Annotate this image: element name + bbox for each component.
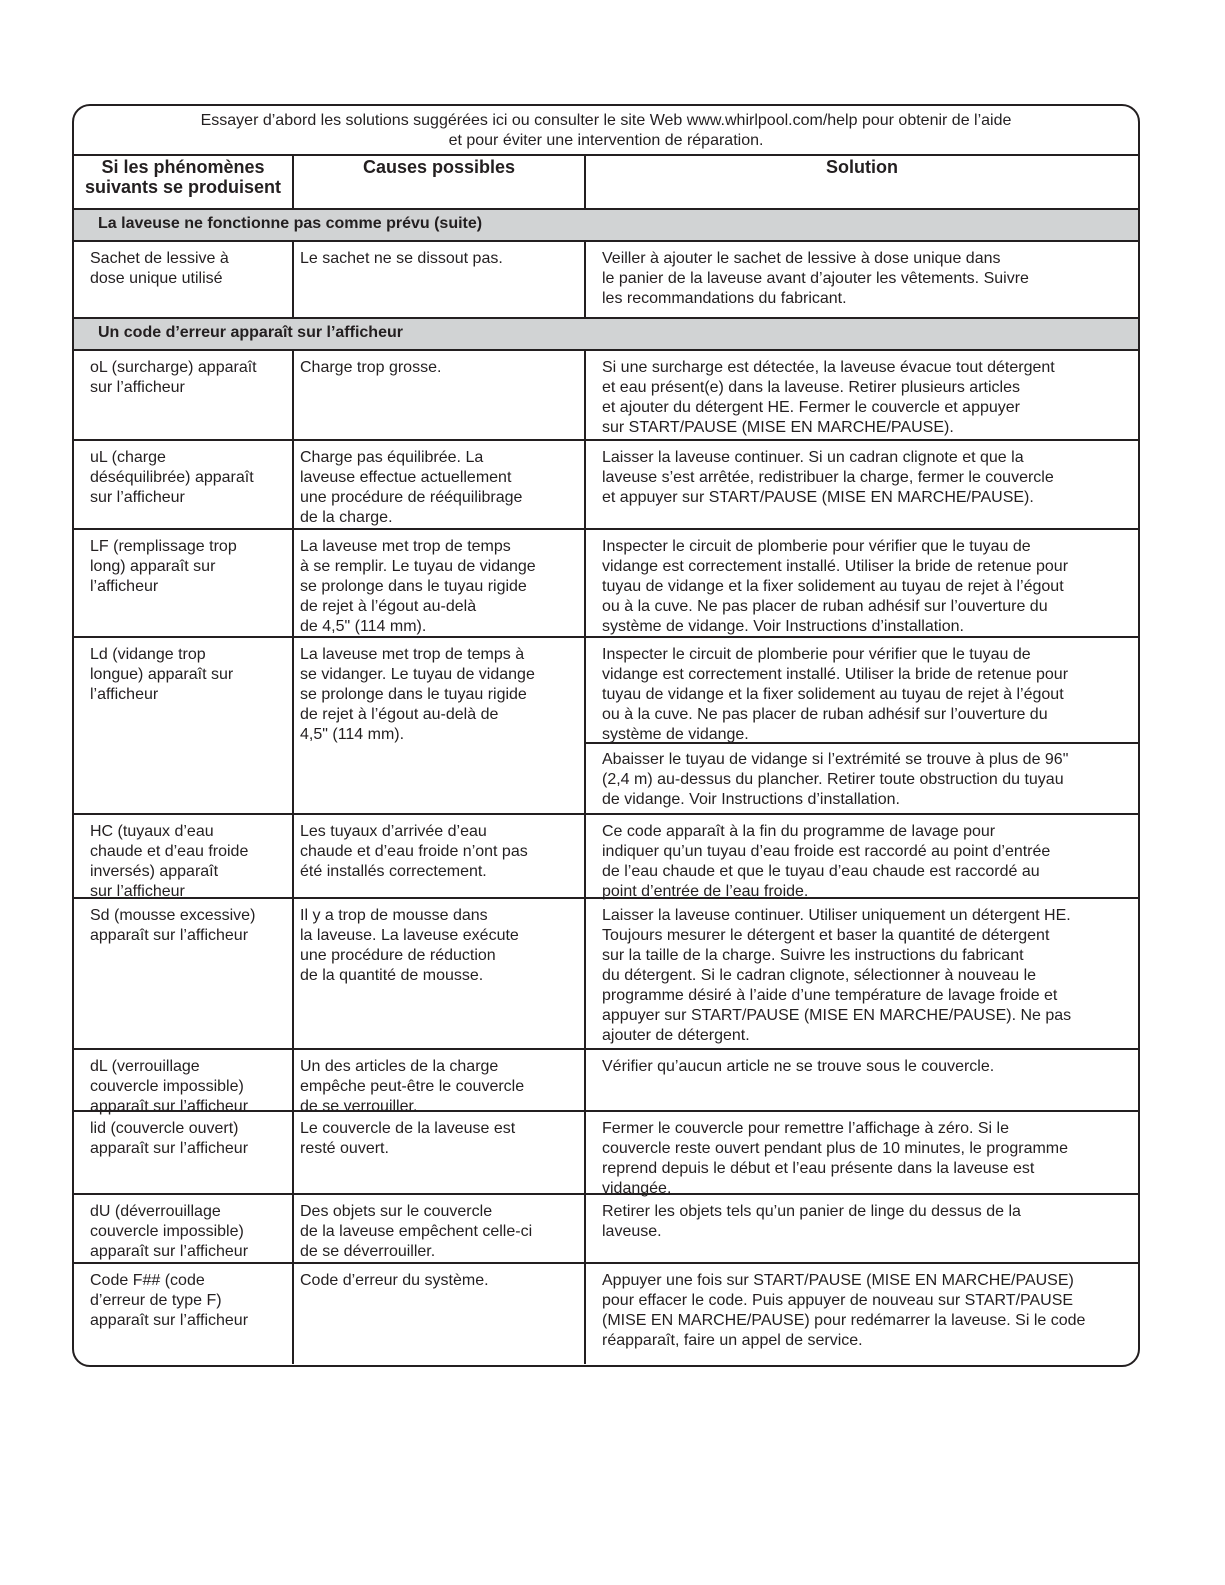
- cause-line: Il y a trop de mousse dans: [300, 907, 488, 924]
- header-symptoms-line-2: suivants se produisent: [84, 177, 282, 197]
- solution-line: et appuyer sur START/PAUSE (MISE EN MARCHE/PAUSE).: [602, 489, 1034, 506]
- cause-line: Des objets sur le couvercle: [300, 1203, 493, 1220]
- cause-line: de rejet à l’égout au-delà de: [300, 706, 499, 723]
- cause-line: Le couvercle de la laveuse est: [300, 1120, 516, 1137]
- symptom-line: l’afficheur: [90, 578, 159, 595]
- symptom-line: sur l’afficheur: [90, 379, 185, 396]
- cause-line: de rejet à l’égout au-delà: [300, 598, 477, 615]
- cause-line: 4,5" (114 mm).: [300, 726, 405, 743]
- table-row: [74, 439, 1138, 528]
- table-row: [74, 528, 1138, 636]
- cause-cell: [294, 1264, 586, 1364]
- solution-block: [602, 906, 1138, 1046]
- header-causes: Causes possibles: [294, 156, 586, 208]
- cause-cell: [294, 1050, 586, 1115]
- solution-line: du détergent. Si le cadran clignote, sélectionner à nouveau le: [602, 967, 1037, 984]
- table-row: [74, 897, 1138, 1048]
- cause-cell: [294, 441, 586, 528]
- solution-cell: [586, 1195, 1138, 1262]
- cause-line: Le sachet ne se dissout pas.: [300, 250, 503, 267]
- symptom-cell: [74, 638, 294, 813]
- solution-line: Inspecter le circuit de plomberie pour vérifier que le tuyau de: [602, 646, 1031, 663]
- intro-line-1: Essayer d’abord les solutions suggérées ici ou consulter le site Web www.whirlpool.com/help pour obtenir de l’aide: [200, 112, 1012, 129]
- table-row: [74, 240, 1138, 317]
- solution-block: [602, 358, 1138, 438]
- table-row: [74, 813, 1138, 900]
- intro-note: [74, 106, 1138, 154]
- symptom-line: dU (déverrouillage: [90, 1203, 221, 1220]
- solution-line: pour effacer le code. Puis appuyer de nouveau sur START/PAUSE: [602, 1292, 1074, 1309]
- solution-cell: [586, 351, 1138, 439]
- solution-line: Ce code apparaît à la fin du programme de lavage pour: [602, 823, 996, 840]
- symptom-cell: [74, 530, 294, 636]
- symptom-line: oL (surcharge) apparaît: [90, 359, 257, 376]
- table-body: [74, 208, 1138, 1364]
- table-row: [74, 1193, 1138, 1262]
- solution-cell: [586, 1112, 1138, 1197]
- solution-line: tuyau de vidange et la fixer solidement au tuyau de rejet à l’égout: [602, 686, 1064, 703]
- cause-line: Charge pas équilibrée. La: [300, 449, 484, 466]
- symptom-line: dose unique utilisé: [90, 270, 223, 287]
- solution-line: le panier de la laveuse avant d’ajouter les vêtements. Suivre: [602, 270, 1029, 287]
- solution-line: réapparaît, faire un appel de service.: [602, 1332, 863, 1349]
- symptom-line: HC (tuyaux d’eau: [90, 823, 214, 840]
- solution-line: point d’entrée de l’eau froide.: [602, 883, 809, 900]
- solution-line: (MISE EN MARCHE/PAUSE) pour redémarrer la laveuse. Si le code: [602, 1312, 1086, 1329]
- symptom-cell: [74, 1264, 294, 1364]
- symptom-line: apparaît sur l’afficheur: [90, 1312, 249, 1329]
- solution-block-secondary: [586, 742, 1138, 810]
- solution-line: sur START/PAUSE (MISE EN MARCHE/PAUSE).: [602, 419, 954, 436]
- cause-line: la laveuse. La laveuse exécute: [300, 927, 519, 944]
- section-heading: Un code d’erreur apparaît sur l’afficheur: [74, 317, 1138, 349]
- symptom-line: lid (couvercle ouvert): [90, 1120, 239, 1137]
- solution-line: et eau présent(e) dans la laveuse. Retirer plusieurs articles: [602, 379, 1020, 396]
- cause-line: de la charge.: [300, 509, 393, 526]
- solution-line: et ajouter du détergent HE. Fermer le couvercle et appuyer: [602, 399, 1020, 416]
- solution-block: [602, 1271, 1138, 1351]
- solution-line: Abaisser le tuyau de vidange si l’extrémité se trouve à plus de 96": [602, 751, 1069, 768]
- solution-cell: [586, 530, 1138, 636]
- solution-block: [602, 1202, 1138, 1242]
- symptom-line: dL (verrouillage: [90, 1058, 200, 1075]
- solution-block: [602, 1057, 1138, 1077]
- symptom-line: LF (remplissage trop: [90, 538, 237, 555]
- cause-line: de la laveuse empêchent celle-ci: [300, 1223, 533, 1240]
- symptom-cell: [74, 815, 294, 900]
- solution-line: laveuse.: [602, 1223, 662, 1240]
- solution-cell: [586, 1050, 1138, 1110]
- symptom-line: Sachet de lessive à: [90, 250, 229, 267]
- solution-line: tuyau de vidange et la fixer solidement au tuyau de rejet à l’égout: [602, 578, 1064, 595]
- cause-cell: [294, 899, 586, 1048]
- solution-line: Si une surcharge est détectée, la laveuse évacue tout détergent: [602, 359, 1055, 376]
- solution-line: sur la taille de la charge. Suivre les instructions du fabricant: [602, 947, 1024, 964]
- solution-cell: [586, 242, 1138, 317]
- solution-line: ou à la cuve. Ne pas placer de ruban adhésif sur l’ouverture du: [602, 706, 1048, 723]
- solution-line: programme désiré à l’aide d’une température de lavage froide et: [602, 987, 1058, 1004]
- symptom-line: l’afficheur: [90, 686, 159, 703]
- solution-block: [602, 822, 1138, 902]
- cause-line: de la quantité de mousse.: [300, 967, 484, 984]
- cause-line: de se verrouiller.: [300, 1098, 418, 1115]
- solution-line: les recommandations du fabricant.: [602, 290, 847, 307]
- solution-cell: [586, 638, 1138, 813]
- cause-line: une procédure de rééquilibrage: [300, 489, 523, 506]
- cause-line: été installés correctement.: [300, 863, 487, 880]
- cause-cell: [294, 815, 586, 897]
- solution-line: vidange est correctement installé. Utiliser la bride de retenue pour: [602, 666, 1069, 683]
- table-row: [74, 1110, 1138, 1197]
- symptom-line: déséquilibrée) apparaît: [90, 469, 254, 486]
- cause-line: se prolonge dans le tuyau rigide: [300, 578, 527, 595]
- cause-line: Charge trop grosse.: [300, 359, 442, 376]
- intro-line-2: et pour éviter une intervention de réparation.: [448, 132, 764, 149]
- cause-line: à se remplir. Le tuyau de vidange: [300, 558, 536, 575]
- cause-line: une procédure de réduction: [300, 947, 496, 964]
- solution-line: Toujours mesurer le détergent et baser la quantité de détergent: [602, 927, 1050, 944]
- cause-line: se prolonge dans le tuyau rigide: [300, 686, 527, 703]
- cause-cell: [294, 351, 586, 439]
- symptom-line: sur l’afficheur: [90, 883, 185, 900]
- cause-line: de se déverrouiller.: [300, 1243, 436, 1260]
- symptom-cell: [74, 351, 294, 439]
- header-symptoms-line-1: Si les phénomènes: [101, 157, 265, 177]
- cause-line: chaude et d’eau froide n’ont pas: [300, 843, 528, 860]
- cause-line: se vidanger. Le tuyau de vidange: [300, 666, 535, 683]
- table-row: [74, 636, 1138, 813]
- symptom-line: long) apparaît sur: [90, 558, 216, 575]
- table-row: [74, 1262, 1138, 1364]
- solution-line: de vidange. Voir Instructions d’installation.: [602, 791, 900, 808]
- symptom-line: apparaît sur l’afficheur: [90, 1140, 249, 1157]
- solution-line: système de vidange.: [602, 726, 749, 743]
- symptom-line: chaude et d’eau froide: [90, 843, 249, 860]
- cause-line: empêche peut-être le couvercle: [300, 1078, 525, 1095]
- table-header-row: [74, 154, 1138, 208]
- solution-cell: [586, 1264, 1138, 1364]
- solution-cell: [586, 815, 1138, 900]
- symptom-cell: [74, 899, 294, 1048]
- cause-line: resté ouvert.: [300, 1140, 389, 1157]
- cause-line: Les tuyaux d’arrivée d’eau: [300, 823, 487, 840]
- solution-line: Fermer le couvercle pour remettre l’affichage à zéro. Si le: [602, 1120, 1009, 1137]
- symptom-line: couvercle impossible): [90, 1078, 244, 1095]
- symptom-cell: [74, 441, 294, 528]
- solution-block: [602, 537, 1138, 637]
- solution-line: indiquer qu’un tuyau d’eau froide est raccordé au point d’entrée: [602, 843, 1051, 860]
- symptom-line: apparaît sur l’afficheur: [90, 1243, 249, 1260]
- table-row: [74, 349, 1138, 439]
- solution-line: reprend depuis le début et l’eau présente dans la laveuse est: [602, 1160, 1035, 1177]
- symptom-line: apparaît sur l’afficheur: [90, 1098, 249, 1115]
- symptom-line: Sd (mousse excessive): [90, 907, 256, 924]
- solution-line: ou à la cuve. Ne pas placer de ruban adhésif sur l’ouverture du: [602, 598, 1048, 615]
- symptom-line: Code F## (code: [90, 1272, 205, 1289]
- solution-line: système de vidange. Voir Instructions d’installation.: [602, 618, 964, 635]
- cause-line: Code d’erreur du système.: [300, 1272, 489, 1289]
- symptom-line: sur l’afficheur: [90, 489, 185, 506]
- solution-line: appuyer sur START/PAUSE (MISE EN MARCHE/PAUSE). Ne pas: [602, 1007, 1072, 1024]
- solution-line: Inspecter le circuit de plomberie pour vérifier que le tuyau de: [602, 538, 1031, 555]
- symptom-line: apparaît sur l’afficheur: [90, 927, 249, 944]
- symptom-cell: [74, 1195, 294, 1262]
- solution-line: Retirer les objets tels qu’un panier de linge du dessus de la: [602, 1203, 1021, 1220]
- solution-line: Laisser la laveuse continuer. Utiliser uniquement un détergent HE.: [602, 907, 1071, 924]
- cause-cell: [294, 530, 586, 636]
- solution-cell: [586, 441, 1138, 528]
- solution-line: Vérifier qu’aucun article ne se trouve sous le couvercle.: [602, 1058, 995, 1075]
- solution-block: [602, 1119, 1138, 1199]
- symptom-line: d’erreur de type F): [90, 1292, 222, 1309]
- symptom-cell: [74, 1112, 294, 1193]
- symptom-line: inversés) apparaît: [90, 863, 219, 880]
- solution-line: de l’eau chaude et que le tuyau d’eau chaude est raccordé au: [602, 863, 1040, 880]
- cause-line: La laveuse met trop de temps à: [300, 646, 525, 663]
- solution-line: vidange est correctement installé. Utiliser la bride de retenue pour: [602, 558, 1069, 575]
- solution-line: Appuyer une fois sur START/PAUSE (MISE EN MARCHE/PAUSE): [602, 1272, 1074, 1289]
- cause-line: de 4,5" (114 mm).: [300, 618, 427, 635]
- symptom-line: uL (charge: [90, 449, 166, 466]
- solution-block: [602, 448, 1138, 508]
- symptom-cell: [74, 1050, 294, 1115]
- troubleshooting-table: [72, 104, 1140, 1367]
- solution-line: Veiller à ajouter le sachet de lessive à dose unique dans: [602, 250, 1001, 267]
- solution-line: (2,4 m) au-dessus du plancher. Retirer toute obstruction du tuyau: [602, 771, 1064, 788]
- symptom-line: longue) apparaît sur: [90, 666, 234, 683]
- solution-block: [602, 645, 1138, 742]
- cause-cell: [294, 1112, 586, 1193]
- cause-cell: [294, 1195, 586, 1262]
- cause-line: Un des articles de la charge: [300, 1058, 499, 1075]
- solution-line: Laisser la laveuse continuer. Si un cadran clignote et que la: [602, 449, 1024, 466]
- cause-cell: [294, 242, 586, 317]
- header-solution: Solution: [826, 157, 898, 177]
- cause-line: laveuse effectue actuellement: [300, 469, 512, 486]
- solution-line: couvercle reste ouvert pendant plus de 10 minutes, le programme: [602, 1140, 1069, 1157]
- cause-cell: [294, 638, 586, 813]
- symptom-line: couvercle impossible): [90, 1223, 244, 1240]
- table-row: [74, 1048, 1138, 1115]
- solution-cell: [586, 899, 1138, 1048]
- solution-line: ajouter de détergent.: [602, 1027, 750, 1044]
- solution-line: laveuse s’est arrêtée, redistribuer la charge, fermer le couvercle: [602, 469, 1054, 486]
- symptom-cell: [74, 242, 294, 317]
- solution-line: vidangée.: [602, 1180, 672, 1197]
- cause-line: La laveuse met trop de temps: [300, 538, 511, 555]
- section-heading: La laveuse ne fonctionne pas comme prévu (suite): [74, 208, 1138, 240]
- header-symptoms: [74, 156, 294, 208]
- solution-block: [602, 249, 1138, 309]
- symptom-line: Ld (vidange trop: [90, 646, 206, 663]
